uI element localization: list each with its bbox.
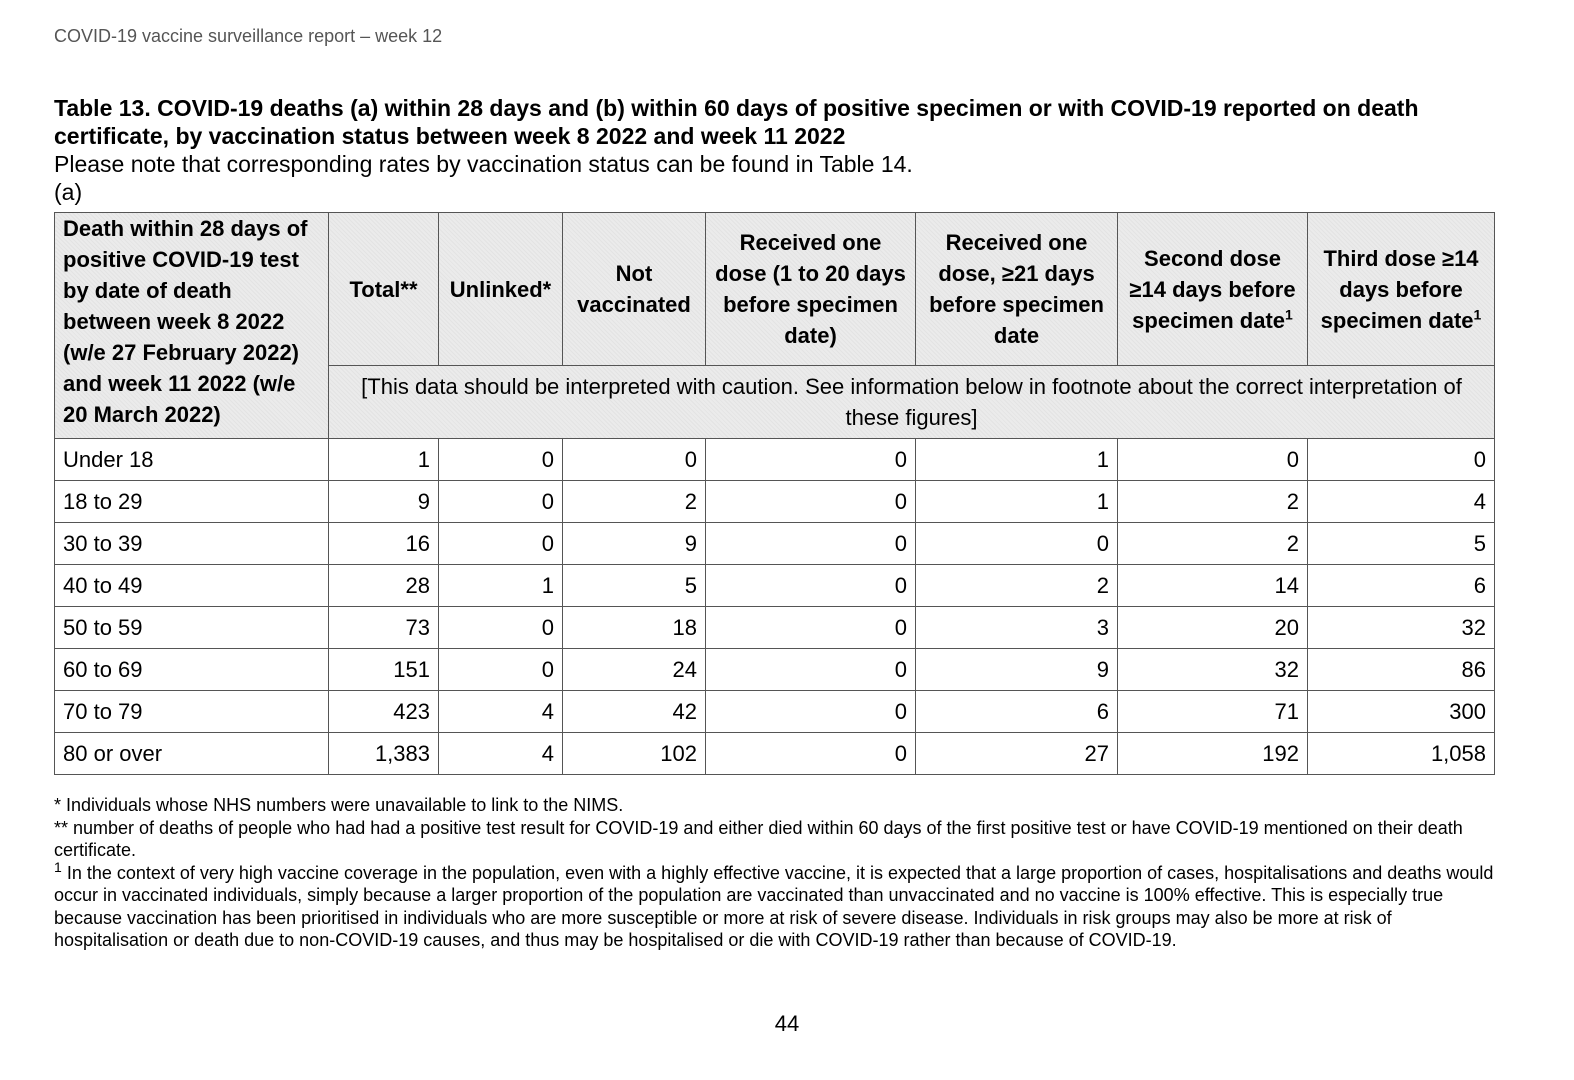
second-dose-cell: 32 [1118, 649, 1308, 691]
page-number: 44 [774, 1011, 800, 1036]
third-dose-cell: 86 [1308, 649, 1495, 691]
col-header-one-dose-1-20: Received one dose (1 to 20 days before specimen date) [706, 213, 916, 366]
second-dose-cell: 71 [1118, 691, 1308, 733]
footnote-1-text: In the context of very high vaccine coverage in the population, even with a highly effective vaccine, it is expected that a large proportion of cases, hospitalisations and deaths would occur in vaccinated individuals, simply because a larger proportion of the population are vaccinated than unvaccinated and no vaccine is 100% effective. This is especially true because vaccination has been prioritised in individuals who are more susceptible or more at risk of severe disease. Individuals in risk groups may also be more at risk of hospitalisation or death due to non-COVID-19 causes, and thus may be hospitalised or die with COVID-19 rather than because of COVID-19. [54, 862, 1494, 950]
one-dose-21-cell: 9 [916, 649, 1118, 691]
one-dose-21-cell: 1 [916, 439, 1118, 481]
age-group-cell: Under 18 [55, 439, 329, 481]
one-dose-21-cell: 1 [916, 481, 1118, 523]
footnote-1 [54, 858, 1494, 952]
third-dose-cell: 0 [1308, 439, 1495, 481]
one-dose-21-cell: 27 [916, 733, 1118, 775]
part-label: (a) [54, 179, 83, 205]
third-dose-cell: 300 [1308, 691, 1495, 733]
table-row [55, 439, 1495, 481]
col-header-total: Total** [329, 213, 439, 366]
footnote-marker: 1 [1473, 306, 1482, 323]
one-dose-1-20-cell: 0 [706, 523, 916, 565]
table-row [55, 607, 1495, 649]
total-cell: 1 [329, 439, 439, 481]
third-dose-cell: 1,058 [1308, 733, 1495, 775]
unlinked-cell: 0 [439, 439, 563, 481]
third-dose-cell: 32 [1308, 607, 1495, 649]
one-dose-1-20-cell: 0 [706, 439, 916, 481]
second-dose-cell: 192 [1118, 733, 1308, 775]
one-dose-1-20-cell: 0 [706, 565, 916, 607]
one-dose-21-cell: 0 [916, 523, 1118, 565]
not-vaccinated-cell: 5 [563, 565, 706, 607]
age-group-cell: 80 or over [55, 733, 329, 775]
col-header-unlinked: Unlinked* [439, 213, 563, 366]
not-vaccinated-cell: 102 [563, 733, 706, 775]
title-block [54, 94, 1494, 206]
row-header-cell: Death within 28 days of positive COVID-19 test by date of death between week 8 2022 (w/e 27 February 2022) and week 11 2022 (w/e 20 March 2022) [55, 213, 329, 439]
one-dose-21-cell: 3 [916, 607, 1118, 649]
not-vaccinated-cell: 2 [563, 481, 706, 523]
col-header-not-vaccinated: Not vaccinated [563, 213, 706, 366]
table-note: Please note that corresponding rates by vaccination status can be found in Table 14. [54, 151, 913, 177]
one-dose-1-20-cell: 0 [706, 649, 916, 691]
one-dose-1-20-cell: 0 [706, 481, 916, 523]
col-header-second-dose [1118, 213, 1308, 366]
unlinked-cell: 4 [439, 691, 563, 733]
not-vaccinated-cell: 42 [563, 691, 706, 733]
age-group-cell: 70 to 79 [55, 691, 329, 733]
third-dose-cell: 4 [1308, 481, 1495, 523]
unlinked-cell: 0 [439, 481, 563, 523]
total-cell: 1,383 [329, 733, 439, 775]
unlinked-cell: 4 [439, 733, 563, 775]
unlinked-cell: 0 [439, 523, 563, 565]
col-header-second-dose-label: Second dose ≥14 days before specimen date [1129, 245, 1296, 333]
footnote-total: ** number of deaths of people who had had a positive test result for COVID-19 and either died within 60 days of the first positive test or have COVID-19 mentioned on their death certificate. [54, 817, 1463, 860]
age-group-cell: 18 to 29 [55, 481, 329, 523]
table-row [55, 649, 1495, 691]
footnote-marker: 1 [1285, 306, 1293, 323]
footnote-unlinked: * Individuals whose NHS numbers were unavailable to link to the NIMS. [54, 795, 624, 815]
one-dose-21-cell: 2 [916, 565, 1118, 607]
footnote-1-marker: 1 [54, 858, 62, 875]
second-dose-cell: 14 [1118, 565, 1308, 607]
table-row [55, 523, 1495, 565]
col-header-third-dose [1308, 213, 1495, 366]
third-dose-cell: 6 [1308, 565, 1495, 607]
second-dose-cell: 20 [1118, 607, 1308, 649]
age-group-cell: 60 to 69 [55, 649, 329, 691]
unlinked-cell: 1 [439, 565, 563, 607]
not-vaccinated-cell: 18 [563, 607, 706, 649]
total-cell: 423 [329, 691, 439, 733]
col-header-one-dose-21: Received one dose, ≥21 days before specimen date [916, 213, 1118, 366]
unlinked-cell: 0 [439, 649, 563, 691]
total-cell: 73 [329, 607, 439, 649]
table-header-row [55, 213, 1495, 366]
one-dose-1-20-cell: 0 [706, 607, 916, 649]
age-group-cell: 30 to 39 [55, 523, 329, 565]
one-dose-21-cell: 6 [916, 691, 1118, 733]
third-dose-cell: 5 [1308, 523, 1495, 565]
deaths-table [54, 212, 1495, 775]
one-dose-1-20-cell: 0 [706, 733, 916, 775]
table-row [55, 691, 1495, 733]
caution-note: [This data should be interpreted with caution. See information below in footnote about the correct interpretation of these figures] [329, 366, 1495, 439]
not-vaccinated-cell: 24 [563, 649, 706, 691]
footnotes [54, 794, 1494, 952]
one-dose-1-20-cell: 0 [706, 691, 916, 733]
table-row [55, 481, 1495, 523]
second-dose-cell: 0 [1118, 439, 1308, 481]
age-group-cell: 40 to 49 [55, 565, 329, 607]
col-header-third-dose-label: Third dose ≥14 days before specimen date [1320, 245, 1479, 333]
total-cell: 16 [329, 523, 439, 565]
table-row [55, 565, 1495, 607]
not-vaccinated-cell: 9 [563, 523, 706, 565]
total-cell: 151 [329, 649, 439, 691]
age-group-cell: 50 to 59 [55, 607, 329, 649]
unlinked-cell: 0 [439, 607, 563, 649]
second-dose-cell: 2 [1118, 523, 1308, 565]
total-cell: 9 [329, 481, 439, 523]
table-title: Table 13. COVID-19 deaths (a) within 28 days and (b) within 60 days of positive specimen or with COVID-19 reported on death certificate, by vaccination status between week 8 2022 and week 11 2022 [54, 95, 1419, 149]
table-row [55, 733, 1495, 775]
second-dose-cell: 2 [1118, 481, 1308, 523]
total-cell: 28 [329, 565, 439, 607]
running-header: COVID-19 vaccine surveillance report – week 12 [54, 26, 443, 46]
not-vaccinated-cell: 0 [563, 439, 706, 481]
